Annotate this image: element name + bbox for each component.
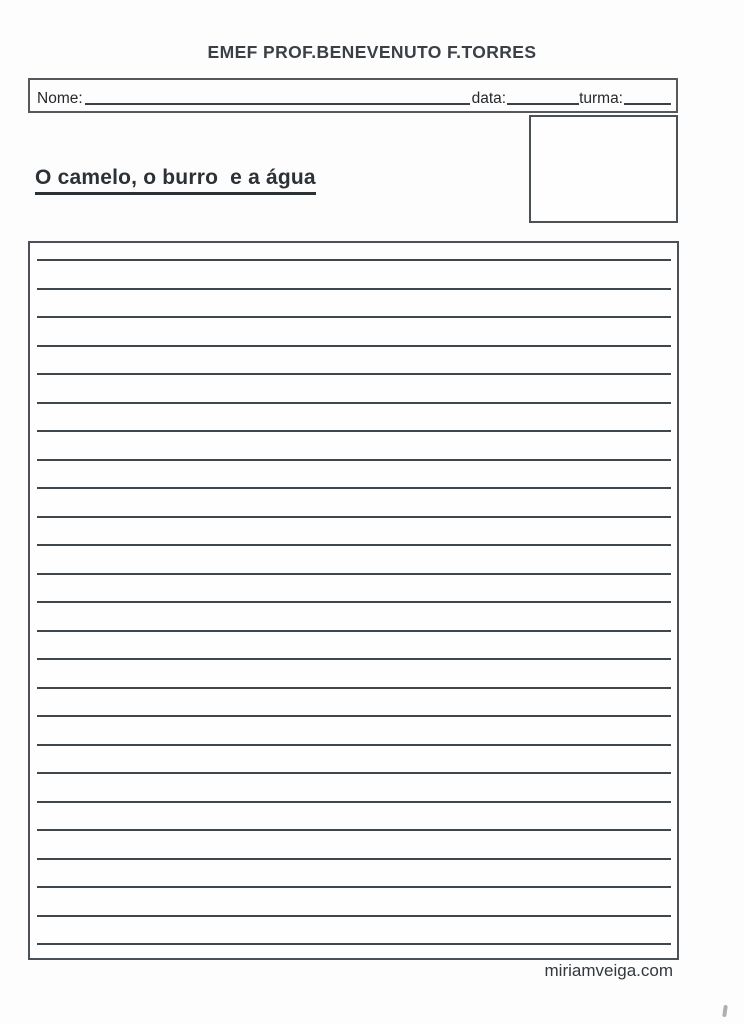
ruled-line xyxy=(37,886,671,888)
ruled-line xyxy=(37,516,671,518)
ruled-line xyxy=(37,316,671,318)
writing-area xyxy=(28,241,679,960)
footer-site-credit: miriamveiga.com xyxy=(544,961,673,980)
nome-blank-line xyxy=(85,103,470,105)
ruled-line xyxy=(37,544,671,546)
name-date-class-box xyxy=(28,78,678,113)
ruled-line xyxy=(37,715,671,717)
ruled-line xyxy=(37,687,671,689)
data-blank-line xyxy=(507,103,579,105)
ruled-line xyxy=(37,259,671,261)
ruled-line xyxy=(37,373,671,375)
ruled-line xyxy=(37,943,671,945)
ruled-line xyxy=(37,772,671,774)
ruled-line xyxy=(37,573,671,575)
data-label: data: xyxy=(471,89,507,107)
ruled-line xyxy=(37,744,671,746)
scan-artifact xyxy=(722,1005,728,1017)
ruled-line xyxy=(37,402,671,404)
ruled-line xyxy=(37,915,671,917)
page-title: O camelo, o burro e a água xyxy=(35,166,316,195)
turma-blank-line xyxy=(624,103,671,105)
ruled-line xyxy=(37,601,671,603)
ruled-line xyxy=(37,430,671,432)
ruled-line xyxy=(37,858,671,860)
nome-label: Nome: xyxy=(37,89,83,107)
school-name-heading: EMEF PROF.BENEVENUTO F.TORRES xyxy=(207,42,537,62)
ruled-line xyxy=(37,801,671,803)
ruled-line xyxy=(37,288,671,290)
turma-label: turma: xyxy=(579,89,623,107)
ruled-line xyxy=(37,459,671,461)
ruled-line xyxy=(37,487,671,489)
ruled-line xyxy=(37,829,671,831)
drawing-box xyxy=(529,115,678,223)
ruled-line xyxy=(37,658,671,660)
ruled-line xyxy=(37,630,671,632)
ruled-line xyxy=(37,345,671,347)
